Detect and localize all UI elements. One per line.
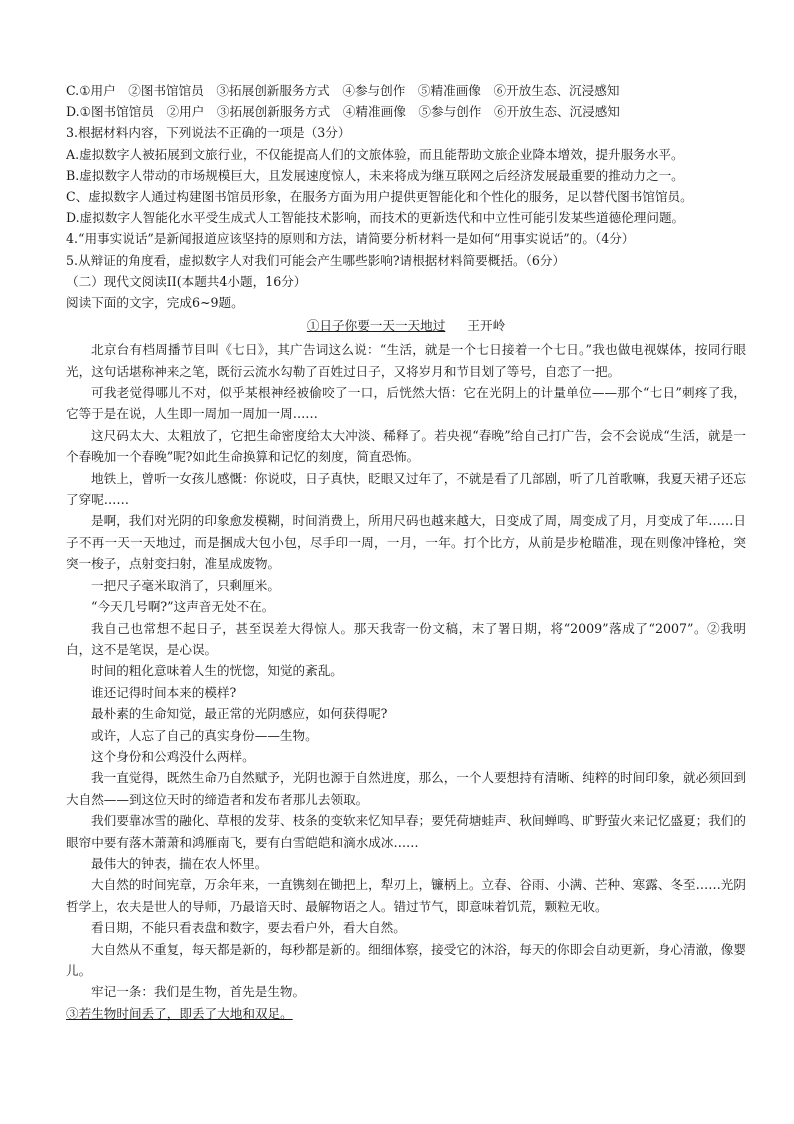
- question-3-option-b: B.虚拟数字人带动的市场规模巨大，且发展速度惊人，未来将成为继互联网之后经济发展最重要的推动力之一。: [66, 167, 684, 183]
- paragraph: 谁还记得时间本来的模样?: [91, 684, 237, 700]
- exam-page: [66, 80, 746, 1024]
- question-3-option-c: C、虚拟数字人通过构建图书馆员形象，在服务方面为用户提供更智能化和个性化的服务，足以替代图书馆馆员。: [66, 189, 693, 205]
- paragraph: 北京台有档周播节目叫《七日》，其广告词这么说：“生活，就是一个七日接着一个七日。”我也做电视媒体，按同行眼光，这句话堪称神来之笔，既衍云流水勾勒了百姓过日子，又将岁月和节目划了等号，自恋了一把。: [66, 342, 746, 379]
- paragraph: 我一直觉得，既然生命乃自然赋予，光阴也源于自然进度，那么，一个人要想持有清晰、纯粹的时间印象，就必须回到大自然——到这位天时的缔造者和发布者那儿去领取。: [66, 770, 746, 807]
- paragraph: 这尺码太大、太粗放了，它把生命密度给太大冲淡、稀释了。若央视“春晚”给自己打广告，会不会说成“生活，就是一个春晚加一个春晚”呢?如此生命换算和记忆的刻度，简直恐怖。: [66, 427, 746, 465]
- paragraph: 或许，人忘了自己的真实身份——生物。: [91, 727, 318, 743]
- paragraph: 最伟大的钟表，揣在农人怀里。: [91, 855, 268, 871]
- article-body: [66, 339, 746, 1024]
- section-heading: （二）现代文阅读II(本题共4小题，16分）: [66, 273, 307, 289]
- paragraph: 大自然从不重复，每天都是新的，每秒都是新的。细细体察，接受它的沐浴，每天的你即会自动更新，身心清澈，像婴儿。: [66, 941, 746, 979]
- option-c: C.①用户 ②图书馆馆员 ③拓展创新服务方式 ④参与创作 ⑤精准画像 ⑥开放生态、沉浸感知: [66, 83, 620, 98]
- article-author: 王开岭: [467, 318, 506, 334]
- option-d: D.①图书馆馆员 ②用户 ③拓展创新服务方式 ④精准画像 ⑤参与创作 ⑥开放生态、沉浸感知: [66, 104, 620, 120]
- paragraph: 可我老觉得哪儿不对，似乎某根神经被偷咬了一口，后恍然大悟：它在光阴上的计量单位——那个“七日”刺疼了我，它等于是在说，人生即一周加一周加一周……: [66, 385, 746, 422]
- question-3-option-a: A.虚拟数字人被拓展到文旅行业，不仅能提高人们的文旅体验，而且能帮助文旅企业降本增效，提升服务水平。: [66, 146, 684, 162]
- question-5: 5.从辩证的角度看，虚拟数字人对我们可能会产生哪些影响?请根据材料简要概括。（6分）: [66, 252, 566, 268]
- article-title: ①日子你要一天一天地过: [306, 318, 446, 334]
- question-3: 3.根据材料内容，下列说法不正确的一项是（3分）: [66, 125, 351, 141]
- paragraph: 看日期，不能只看表盘和数字，要去看户外，看大自然。: [91, 920, 406, 936]
- paragraph: 牢记一条：我们是生物，首先是生物。: [91, 984, 306, 1000]
- reading-instruction: 阅读下面的文字，完成6~9题。: [66, 295, 244, 311]
- paragraph: 是啊，我们对光阴的印象愈发模糊，时间消费上，所用尺码也越来越大，日变成了周，周变成了月，月变成了年……日子不再一天一天地过，而是捆成大包小包，尽手印一周，一月，一年。打个比方，从前是步枪瞄准，现在则像冲锋枪，突突一梭子，点射变扫射，准星成废物。: [66, 513, 746, 572]
- question-3-option-d: D.虚拟数字人智能化水平受生成式人工智能技术影响，而技术的更新迭代和中立性可能引发某些道德伦理问题。: [66, 210, 685, 226]
- paragraph: 大自然的时间宪章，万余年来，一直镌刻在锄把上，犁刃上，镰柄上。立春、谷雨、小满、芒种、寒露、冬至……光阴哲学上，农夫是世人的导师，乃最谙天时、最解物语之人。错过节气，即意味着饥荒，颗粒无收。: [66, 877, 746, 914]
- paragraph: 最朴素的生命知觉，最正常的光阴感应，如何获得呢?: [91, 706, 388, 722]
- paragraph: 一把尺子毫米取消了，只剩厘米。: [91, 577, 280, 593]
- paragraph: 地铁上，曾听一女孩儿感慨：你说哎，日子真快，眨眼又过年了，不就是看了几部剧，听了几首歌嘛，我夏天裙子还忘了穿呢……: [66, 470, 746, 508]
- paragraph: 这个身份和公鸡没什么两样。: [91, 748, 255, 764]
- paragraph: “今天几号啊?”这声音无处不在。: [91, 599, 275, 615]
- underlined-sentence: ③若生物时间丢了，即丢了大地和双足。: [66, 1005, 293, 1021]
- question-4: 4.“用事实说话”是新闻报道应该坚持的原则和方法，请简要分析材料一是如何“用事实说话”的。（4分）: [66, 231, 635, 247]
- paragraph: 时间的粗化意味着人生的恍惚，知觉的紊乱。: [91, 663, 343, 679]
- paragraph: 我自己也常想不起日子，甚至误差大得惊人。那天我寄一份文稿，末了署日期，将“2009”落成了“2007”。②我明白，这不是笔误，是心误。: [66, 620, 746, 657]
- paragraph: 我们要靠冰雪的融化、草根的发芽、枝条的变软来忆知早春；要凭荷塘蛙声、秋间蝉鸣、旷野萤火来记忆盛夏；我们的眼帘中要有落木萧萧和鸿雁南飞，要有白雪皑皑和滴水成冰……: [66, 813, 746, 850]
- article-heading: [66, 315, 746, 337]
